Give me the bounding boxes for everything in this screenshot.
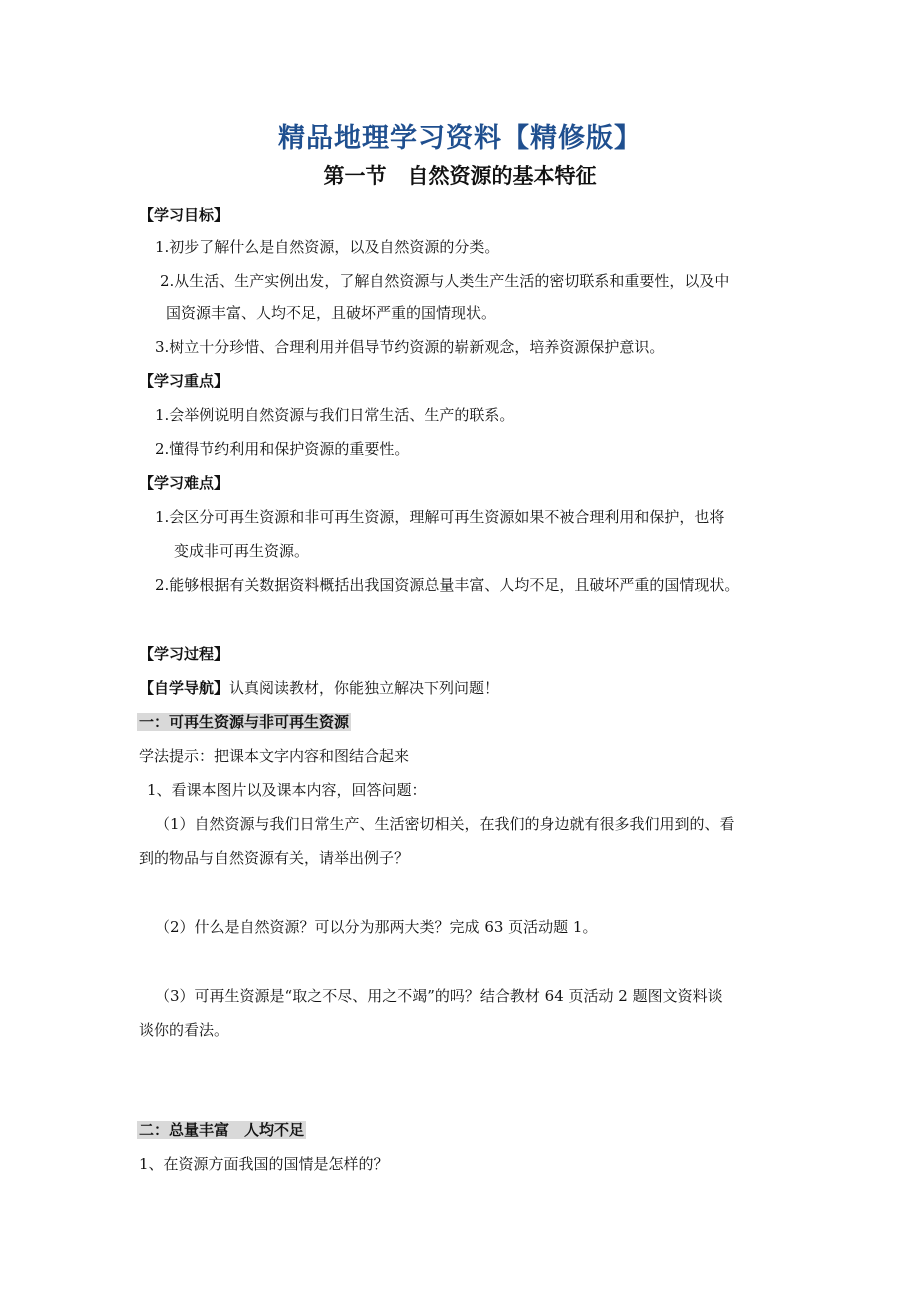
section2-question-1: 1、在资源方面我国的国情是怎样的？ — [139, 1155, 389, 1173]
difficulty-item: 1.会区分可再生资源和非可再生资源，理解可再生资源如果不被合理利用和保护，也将 — [155, 508, 725, 526]
process-heading: 【学习过程】 — [139, 645, 230, 663]
question-1: （1）自然资源与我们日常生产、生活密切相关，在我们的身边就有很多我们用到的、看 — [155, 815, 735, 833]
document-banner: 精品地理学习资料【精修版】 — [278, 123, 642, 154]
goal-item: 国资源丰富、人均不足，且破坏严重的国情现状。 — [166, 304, 497, 322]
goal-item: 2.从生活、生产实例出发，了解自然资源与人类生产生活的密切联系和重要性，以及中 — [160, 272, 730, 290]
self-study-label: 【自学导航】 — [139, 679, 230, 697]
question-2: （2）什么是自然资源？可以分为那两大类？完成 63 页活动题 1。 — [155, 918, 598, 936]
difficulty-item: 2.能够根据有关数据资料概括出我国资源总量丰富、人均不足，且破坏严重的国情现状。 — [155, 576, 740, 594]
self-study-text: 认真阅读教材，你能独立解决下列问题！ — [229, 679, 500, 697]
question-intro: 1、看课本图片以及课本内容，回答问题： — [147, 781, 427, 799]
question-3: （3）可再生资源是“取之不尽、用之不竭”的吗？结合教材 64 页活动 2 题图文资料谈 — [155, 987, 723, 1005]
section1-heading: 一：可再生资源与非可再生资源 — [139, 713, 350, 731]
goal-item: 1.初步了解什么是自然资源，以及自然资源的分类。 — [155, 238, 500, 256]
key-points-heading: 【学习重点】 — [139, 372, 230, 390]
key-point-item: 1.会举例说明自然资源与我们日常生活、生产的联系。 — [155, 406, 515, 424]
lesson-title: 第一节 自然资源的基本特征 — [323, 164, 597, 188]
difficulty-item: 变成非可再生资源。 — [174, 542, 310, 560]
study-tip: 学法提示：把课本文字内容和图结合起来 — [139, 747, 410, 765]
section2-heading: 二：总量丰富 人均不足 — [139, 1121, 305, 1139]
key-point-item: 2.懂得节约利用和保护资源的重要性。 — [155, 440, 410, 458]
self-study-line — [139, 677, 499, 698]
goal-item: 3.树立十分珍惜、合理利用并倡导节约资源的崭新观念，培养资源保护意识。 — [155, 338, 665, 356]
goals-heading: 【学习目标】 — [139, 206, 230, 224]
question-1-continued: 到的物品与自然资源有关，请举出例子？ — [139, 849, 410, 867]
question-3-continued: 谈你的看法。 — [139, 1021, 230, 1039]
difficulties-heading: 【学习难点】 — [139, 474, 230, 492]
